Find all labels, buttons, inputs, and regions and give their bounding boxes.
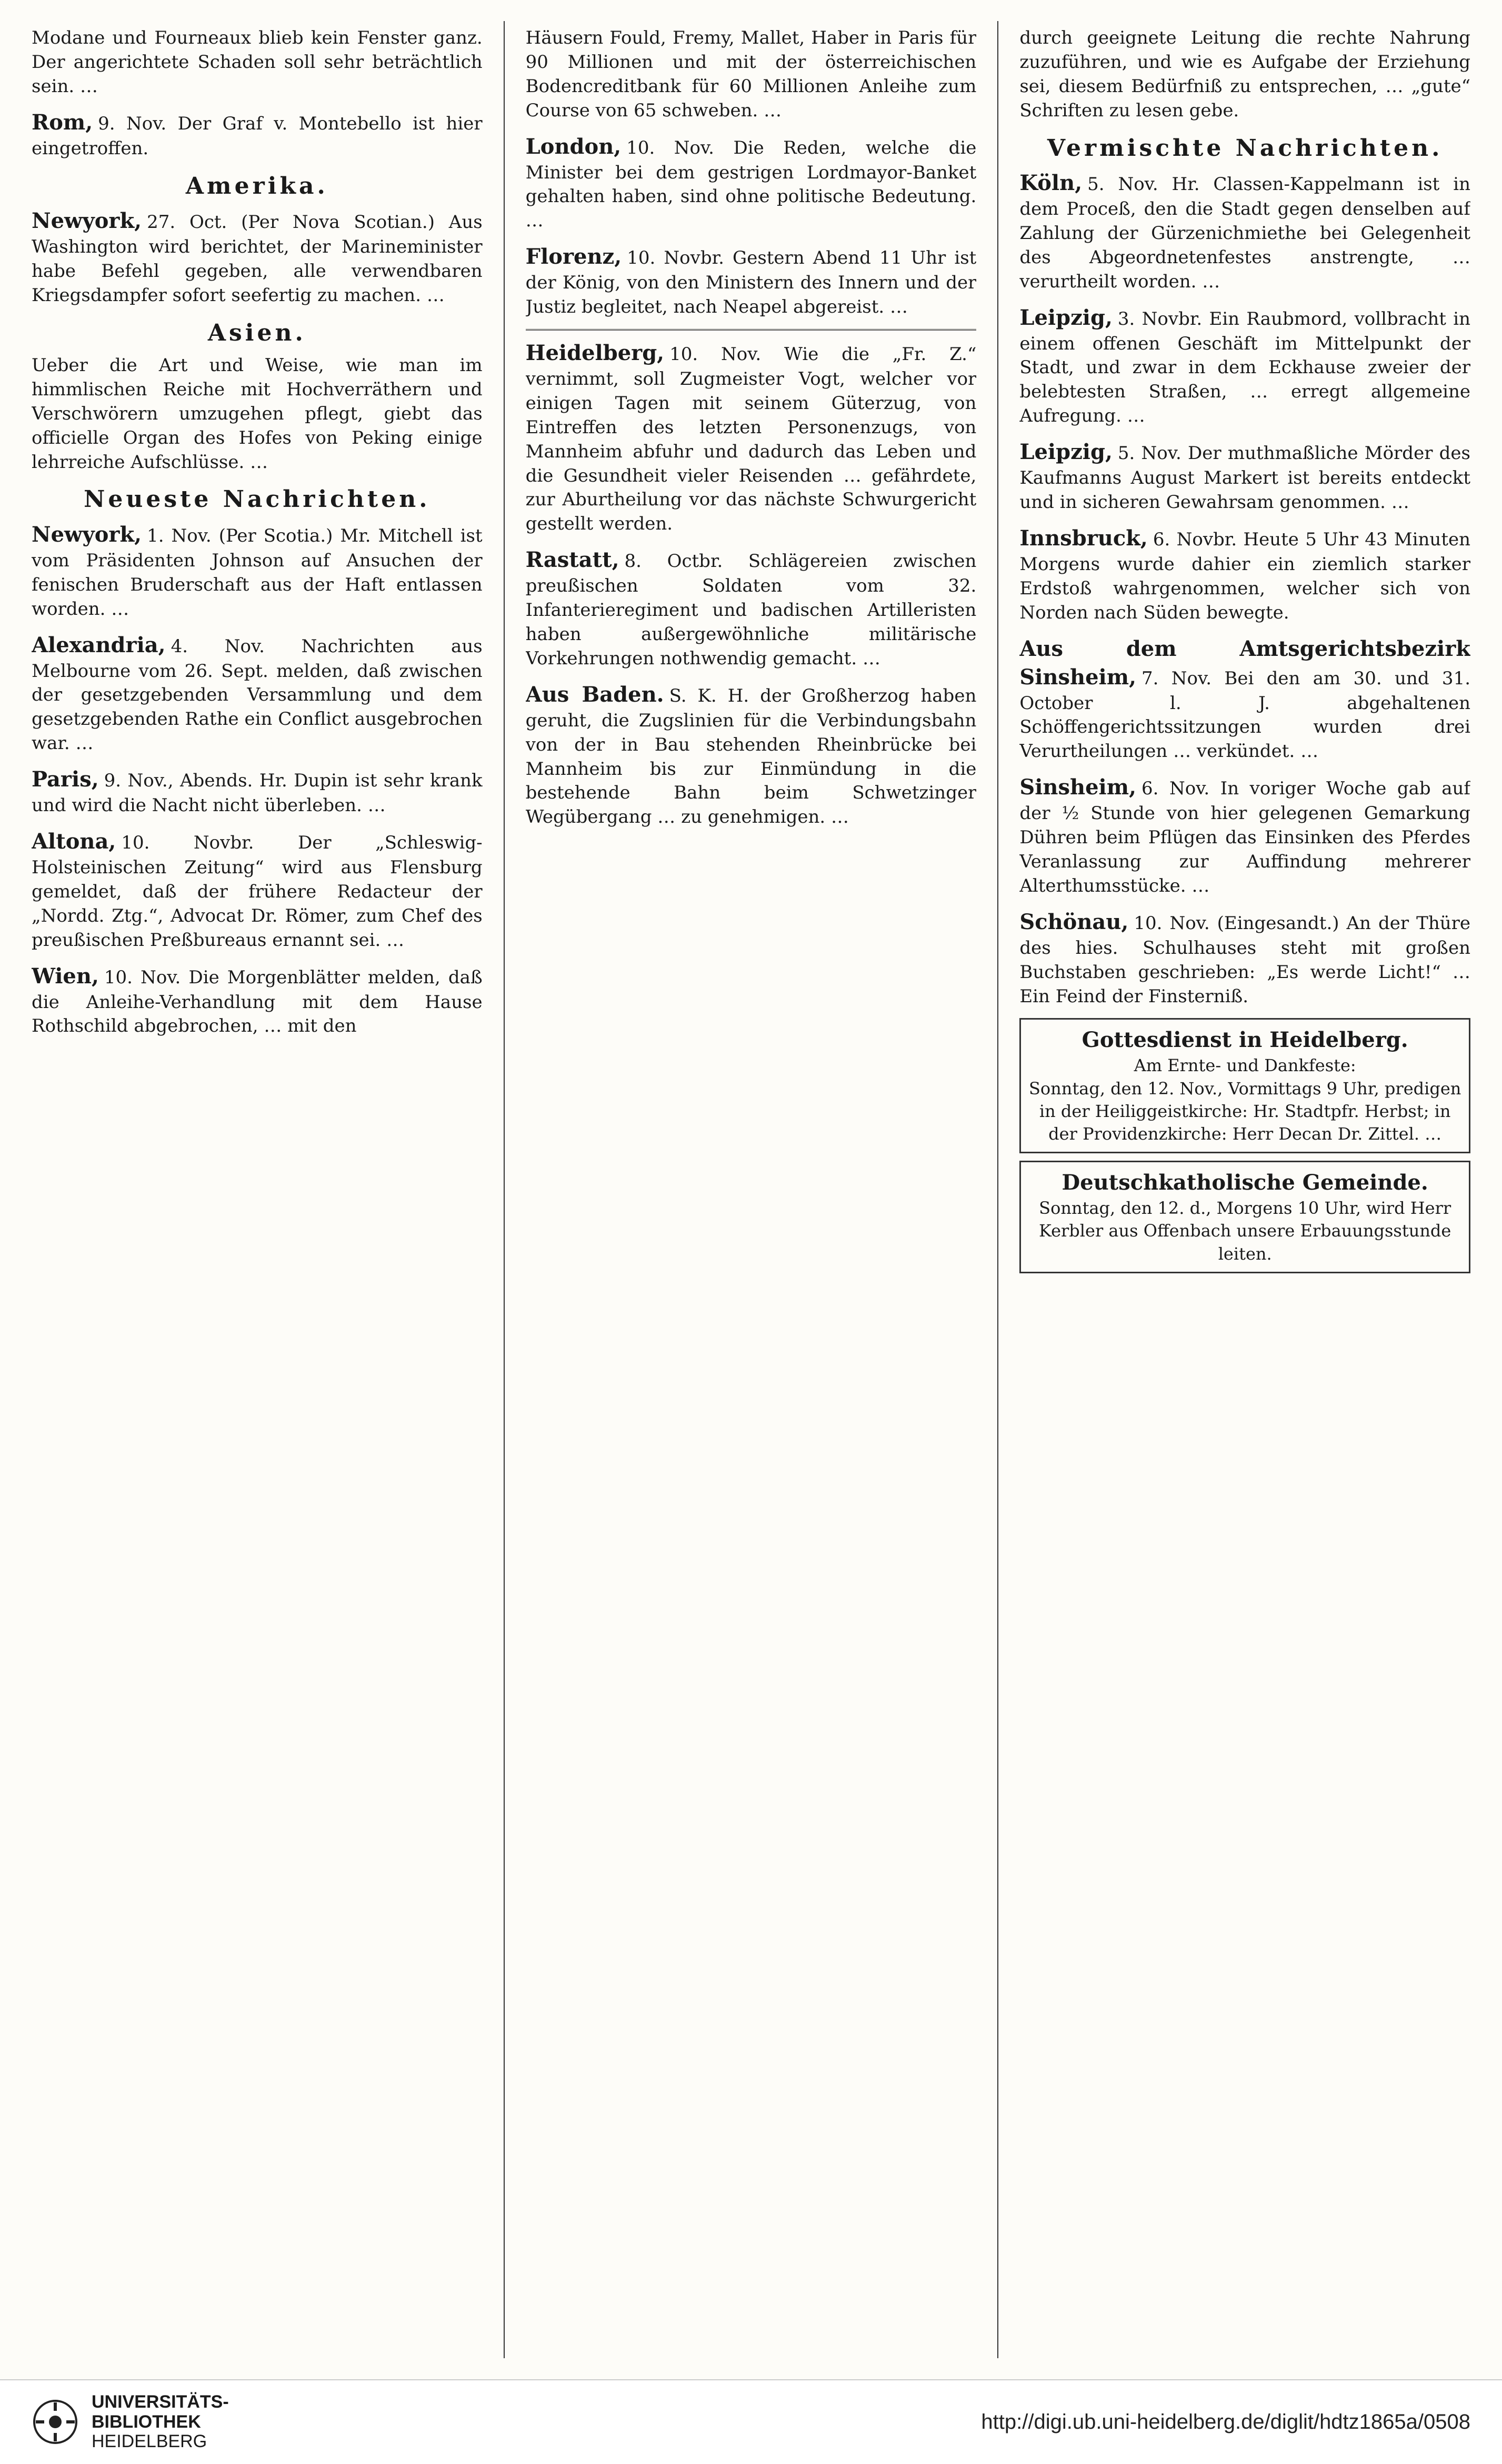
news-article [1019,773,1470,899]
notice-line: Sonntag, den 12. d., Morgens 10 Uhr, wird Herr Kerbler aus Offenbach unsere Erbauungsstunde leiten. [1039,1198,1451,1264]
article-text: 10. Novbr. Der „Schleswig-Holsteinischen Zeitung“ wird aus Flensburg gemeldet, daß der frühere Redacteur der „Nordd. Ztg.“, Advocat Dr. Römer, zum Chef des preußischen Preßbureaus ernannt sei. … [32,832,483,951]
news-article [1019,908,1470,1009]
article-continuation: Modane und Fourneaux blieb kein Fenster ganz. Der angerichtete Schaden soll sehr beträchtlich sein. … [32,27,483,97]
news-article [526,243,977,320]
library-logo[interactable] [32,2392,229,2451]
news-article [32,631,483,756]
section-heading: Vermischte Nachrichten. [1047,134,1443,162]
column-divider [997,21,998,2358]
news-article [1019,169,1470,294]
article-dateline: Sinsheim, [1019,775,1137,800]
library-name [92,2392,229,2451]
news-article [32,765,483,818]
library-seal-icon [32,2398,79,2446]
section-heading: Amerika. [185,172,328,199]
news-article [1019,304,1470,429]
library-name-line1: UNIVERSITÄTS- [92,2392,229,2412]
news-article [1019,635,1470,764]
source-url-link[interactable]: http://digi.ub.uni-heidelberg.de/diglit/hdtz1865a/0508 [981,2410,1470,2433]
article-dateline: Innsbruck, [1019,525,1148,551]
news-article [32,962,483,1039]
article-text: 5. Nov. Der muthmaßliche Mörder des Kaufmanns August Markert ist bereits entdeckt und in sicheren Gewahrsam genommen. … [1019,443,1471,513]
news-article [526,339,977,536]
article-dateline: Florenz, [525,244,622,270]
article-dateline: Altona, [32,829,116,854]
article-text: S. K. H. der Großherzog haben geruht, die Zugslinien für die Verbindungsbahn von der in Bau stehenden Rheinbrücke bei Mannheim bis zur Einmündung in die bestehende Bahn beim Schwetzinger Wegübergang … zu genehmigen. … [525,685,977,828]
article-dateline: Schönau, [1019,909,1129,934]
library-name-line3: HEIDELBERG [92,2431,207,2452]
section-heading: Neueste Nachrichten. [84,486,430,513]
article-text: 10. Nov. Die Reden, welche die Minister bei dem gestrigen Lordmayor-Banket gehalten haben, sind ohne politische Bedeutung. … [525,137,977,232]
digitization-footer [0,2379,1502,2464]
article-dateline: Aus dem Amtsgerichtsbezirk Sinsheim, [1019,636,1471,690]
article-dateline: Newyork, [32,522,142,547]
news-article [526,133,977,234]
article-dateline: Paris, [32,767,99,792]
article-text: 3. Novbr. Ein Raubmord, vollbracht in einem offenen Geschäft im Mittelpunkt der Stadt, und zwar in dem Eckhause zweier der belebtesten Straßen, … erregt allgemeine Aufregung. … [1019,308,1471,427]
news-article [526,681,977,830]
section-heading: Asien. [207,319,306,346]
article-text: 1. Nov. (Per Scotia.) Mr. Mitchell ist vom Präsidenten Johnson auf Ansuchen der fenischen Bruderschaft aus der Haft entlassen worden. … [32,525,483,620]
article-text: 10. Nov. (Eingesandt.) An der Thüre des hies. Schulhauses steht mit großen Buchstaben geschrieben: „Es werde Licht!“ … Ein Feind der Finsterniß. [1019,912,1471,1007]
article-text: 27. Oct. (Per Nova Scotian.) Aus Washington wird berichtet, der Marineminister habe Befehl gegeben, alle verwendbaren Kriegsdampfer sofort seefertig zu machen. … [32,211,483,306]
notice-box [1019,1161,1470,1273]
article-text: 10. Nov. Wie die „Fr. Z.“ vernimmt, soll Zugmeister Vogt, welcher vor einigen Tagen mit seinem Güterzug, von Eintreffen des letzten Personenzugs, von Mannheim abfuhr und dadurch das Leben und die Gesundheit vieler Reisenden … gefährdete, zur Aburtheilung vor das nächste Schwurgericht gestellt werden. [525,344,977,535]
article-text: 5. Nov. Hr. Classen-Kappelmann ist in dem Proceß, den die Stadt gegen denselben auf Zahlung der Gürzenichmiethe bei Gelegenheit des Abgeordnetenfestes anstrengte, … verurtheilt worden. … [1019,173,1471,292]
article-dateline: Rastatt, [525,547,619,573]
news-article [32,207,483,308]
article-text: 7. Nov. Bei den am 30. und 31. October l. J. abgehaltenen Schöffengerichtssitzungen wurden drei Verurtheilungen … verkündet. … [1019,667,1471,762]
article-text: 8. Octbr. Schlägereien zwischen preußischen Soldaten vom 32. Infanterieregiment und badischen Artilleristen haben außergewöhnliche militärische Vorkehrungen nothwendig gemacht. … [525,551,977,669]
news-article [526,546,977,671]
notice-line: Sonntag, den 12. Nov., Vormittags 9 Uhr, predigen in der Heiliggeistkirche: Hr. Stadtpfr. Herbst; in der Providenzkirche: Herr Decan Dr. Zittel. … [1028,1078,1461,1144]
article-text: 4. Nov. Nachrichten aus Melbourne vom 26. Sept. melden, daß zwischen der gesetzgebenden Versammlung und dem gesetzgebenden Rathe ein Conflict ausgebrochen war. … [32,635,483,754]
article-dateline: Leipzig, [1019,305,1113,330]
newspaper-page [32,21,1470,2358]
article-dateline: Rom, [32,109,93,135]
article-text: 9. Nov., Abends. Hr. Dupin ist sehr krank und wird die Nacht nicht überleben. … [32,770,483,816]
article-dateline: London, [525,134,622,159]
article-text: 9. Nov. Der Graf v. Montebello ist hier eingetroffen. [32,113,483,159]
article-dateline: Aus Baden. [525,682,664,707]
news-article [32,521,483,622]
library-name-line2: BIBLIOTHEK [92,2411,201,2432]
notice-line: Am Ernte- und Dankfeste: [1134,1055,1356,1076]
article-continuation: durch geeignete Leitung die rechte Nahrung zuzuführen, und wie es Aufgabe der Erziehung sei, diesem Bedürfniß zu entsprechen, … „gute“ Schriften zu lesen gebe. [1019,27,1471,121]
notice-title: Deutschkatholische Gemeinde. [1062,1170,1428,1195]
article-dateline: Alexandria, [32,632,166,657]
column-divider [504,21,505,2358]
article-text: 10. Novbr. Gestern Abend 11 Uhr ist der König, von den Ministern des Innern und der Justiz begleitet, nach Neapel abgereist. … [525,247,977,318]
column-2 [526,21,977,2358]
news-article [32,108,483,161]
article-text: 6. Novbr. Heute 5 Uhr 43 Minuten Morgens wurde dahier ein ziemlich starker Erdstoß wahrgenommen, welcher sich von Norden nach Süden bewegte. [1019,528,1471,623]
article-dateline: Heidelberg, [525,341,665,366]
news-article [1019,524,1470,625]
article-text: 10. Nov. Die Morgenblätter melden, daß die Anleihe-Verhandlung mit dem Hause Rothschild abgebrochen, … mit den [32,966,483,1037]
section-divider [526,329,977,331]
news-article [1019,438,1470,515]
notice-title: Gottesdienst in Heidelberg. [1082,1028,1408,1053]
article-continuation: Ueber die Art und Weise, wie man im himmlischen Reiche mit Hochverräthern und Verschwörern umzugehen pflegt, giebt das officielle Organ des Hofes von Peking einige lehrreiche Aufschlüsse. … [32,355,483,473]
article-dateline: Newyork, [32,208,142,233]
article-continuation: Häusern Fould, Fremy, Mallet, Haber in Paris für 90 Millionen und mit der österreichischen Bodencreditbank für 60 Millionen Anleihe zum Course von 65 schweben. … [525,27,977,121]
column-1 [32,21,483,2358]
article-text: 6. Nov. In voriger Woche gab auf der ½ Stunde von hier gelegenen Gemarkung Dühren beim Pflügen das Einsinken des Pferdes Veranlassung zur Auffindung mehrerer Alterthumsstücke. … [1019,778,1471,896]
article-dateline: Köln, [1019,170,1083,195]
article-dateline: Wien, [32,963,99,989]
column-3 [1019,21,1470,2358]
article-dateline: Leipzig, [1019,440,1113,465]
news-article [32,827,483,953]
notice-box [1019,1018,1470,1153]
